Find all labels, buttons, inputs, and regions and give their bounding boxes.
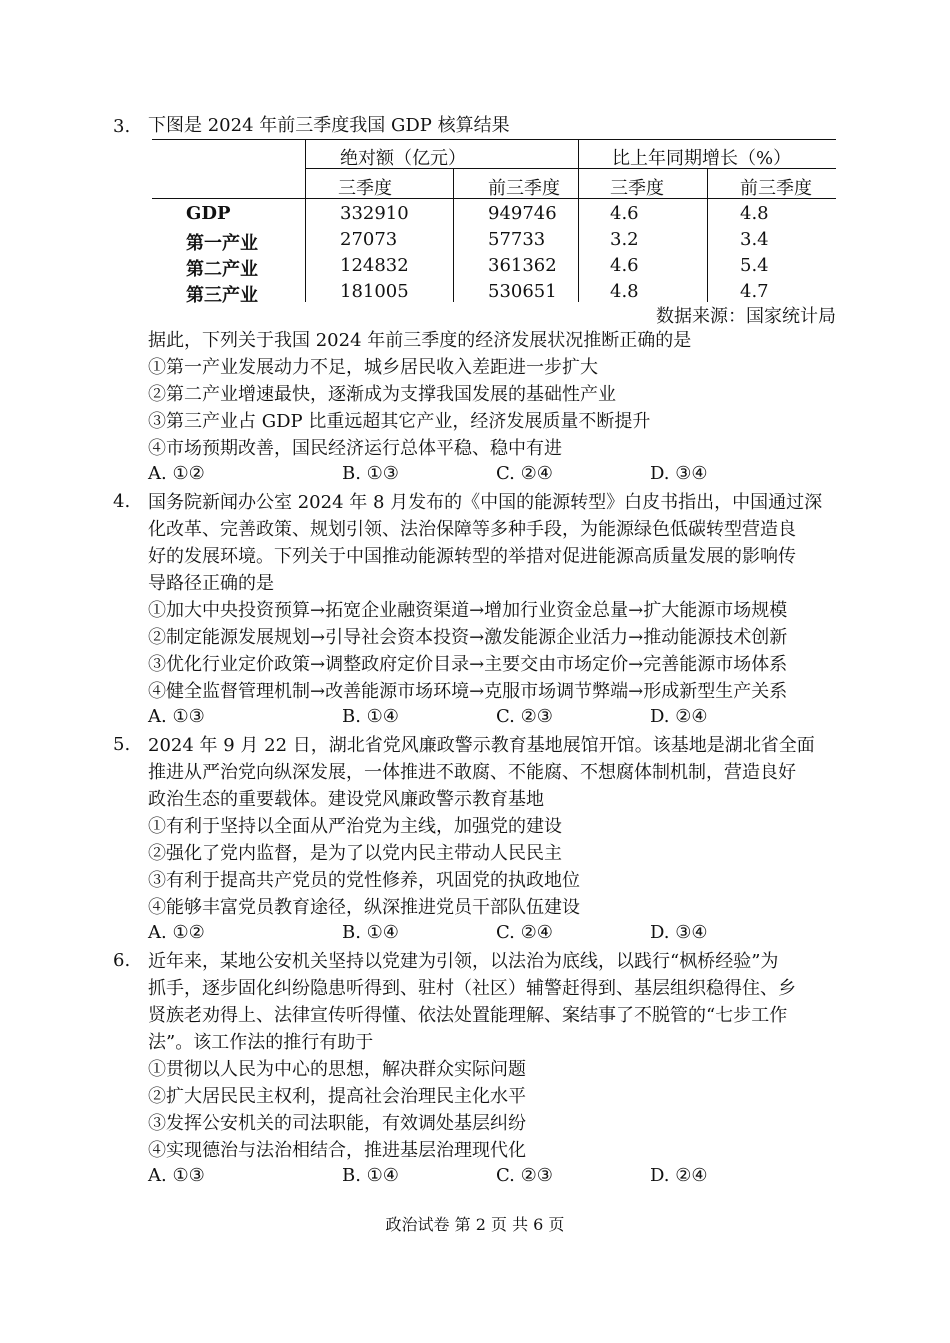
table-cell: 4.7 [740,281,769,302]
table-row-label: 第三产业 [186,285,258,306]
question-number: 6. [113,950,131,971]
column-header: 前三季度 [488,178,560,199]
table-cell: 530651 [488,281,557,302]
question-number: 5. [113,734,131,755]
statement: ①贯彻以人民为中心的思想，解决群众实际问题 [148,1059,526,1080]
table-cell: 27073 [340,229,398,250]
page-footer: 政治试卷 第 2 页 共 6 页 [385,1215,565,1234]
question-text-line: 好的发展环境。下列关于中国推动能源转型的举措对促进能源高质量发展的影响传 [148,546,796,567]
option-a[interactable]: A. ①③ [148,706,205,727]
statement: ①有利于坚持以全面从严治党为主线，加强党的建设 [148,816,562,837]
question-text-line: 导路径正确的是 [148,573,274,594]
table-cell: 181005 [340,281,409,302]
statement: ②扩大居民民主权利，提高社会治理民主化水平 [148,1086,526,1107]
column-group-header: 绝对额（亿元） [340,148,466,169]
statement: ④实现德治与法治相结合，推进基层治理现代化 [148,1140,526,1161]
question-number: 4. [113,491,131,512]
option-b[interactable]: B. ①④ [342,1165,399,1186]
table-row-label: GDP [186,203,231,224]
statement: ④市场预期改善，国民经济运行总体平稳、稳中有进 [148,438,562,459]
option-d[interactable]: D. ②④ [650,1165,708,1186]
statement: ③发挥公安机关的司法职能，有效调处基层纠纷 [148,1113,526,1134]
question-text-line: 法”。该工作法的推行有助于 [148,1032,374,1053]
table-rule-vertical [453,168,454,302]
question-text-line: 政治生态的重要载体。建设党风廉政警示教育基地 [148,789,544,810]
statement: ③第三产业占 GDP 比重远超其它产业，经济发展质量不断提升 [148,411,651,432]
table-row-label: 第一产业 [186,233,258,254]
option-a[interactable]: A. ①② [148,463,205,484]
table-cell: 361362 [488,255,557,276]
option-c[interactable]: C. ②③ [496,706,553,727]
table-cell: 5.4 [740,255,769,276]
statement: ④健全监督管理机制→改善能源市场环境→克服市场调节弊端→形成新型生产关系 [148,681,788,702]
statement: ①第一产业发展动力不足，城乡居民收入差距进一步扩大 [148,357,598,378]
statement: ②第二产业增速最快，逐渐成为支撑我国发展的基础性产业 [148,384,616,405]
statement: ①加大中央投资预算→拓宽企业融资渠道→增加行业资金总量→扩大能源市场规模 [148,600,788,621]
table-cell: 332910 [340,203,409,224]
question-text-line: 国务院新闻办公室 2024 年 8 月发布的《中国的能源转型》白皮书指出，中国通过深 [148,492,823,513]
option-c[interactable]: C. ②④ [496,922,553,943]
statement: ②强化了党内监督，是为了以党内民主带动人民民主 [148,843,562,864]
column-header: 三季度 [610,178,664,199]
option-b[interactable]: B. ①④ [342,706,399,727]
table-rule-vertical [578,139,579,302]
table-rule-vertical [305,139,306,302]
data-source: 数据来源：国家统计局 [656,306,836,327]
option-c[interactable]: C. ②④ [496,463,553,484]
table-cell: 3.2 [610,229,639,250]
question-text-line: 2024 年 9 月 22 日，湖北省党风廉政警示教育基地展馆开馆。该基地是湖北省全面 [148,735,815,756]
question-text-line: 近年来，某地公安机关坚持以党建为引领，以法治为底线，以践行“枫桥经验”为 [148,951,779,972]
statement: ②制定能源发展规划→引导社会资本投资→激发能源企业活力→推动能源技术创新 [148,627,788,648]
table-row-label: 第二产业 [186,259,258,280]
table-cell: 57733 [488,229,546,250]
option-b[interactable]: B. ①④ [342,922,399,943]
option-d[interactable]: D. ③④ [650,922,708,943]
question-stem: 据此，下列关于我国 2024 年前三季度的经济发展状况推断正确的是 [148,330,692,351]
option-a[interactable]: A. ①③ [148,1165,205,1186]
option-d[interactable]: D. ③④ [650,463,708,484]
question-title: 下图是 2024 年前三季度我国 GDP 核算结果 [148,115,510,136]
option-c[interactable]: C. ②③ [496,1165,553,1186]
question-text-line: 推进从严治党向纵深发展，一体推进不敢腐、不能腐、不想腐体制机制，营造良好 [148,762,796,783]
statement: ④能够丰富党员教育途径，纵深推进党员干部队伍建设 [148,897,580,918]
option-a[interactable]: A. ①② [148,922,205,943]
option-d[interactable]: D. ②④ [650,706,708,727]
question-number: 3. [113,116,131,137]
column-header: 前三季度 [740,178,812,199]
question-text-line: 化改革、完善政策、规划引领、法治保障等多种手段，为能源绿色低碳转型营造良 [148,519,796,540]
option-b[interactable]: B. ①③ [342,463,399,484]
table-rule-vertical [707,168,708,302]
table-cell: 4.6 [610,203,639,224]
statement: ③优化行业定价政策→调整政府定价目录→主要交由市场定价→完善能源市场体系 [148,654,788,675]
table-cell: 4.8 [740,203,769,224]
table-cell: 4.6 [610,255,639,276]
table-rule-top [152,139,836,140]
table-cell: 949746 [488,203,557,224]
table-cell: 124832 [340,255,409,276]
table-cell: 3.4 [740,229,769,250]
question-text-line: 贤族老劝得上、法律宣传听得懂、依法处置能理解、案结事了不脱管的“七步工作 [148,1005,788,1026]
question-text-line: 抓手，逐步固化纠纷隐患听得到、驻村（社区）辅警赶得到、基层组织稳得住、乡 [148,978,796,999]
column-header: 三季度 [338,178,392,199]
table-cell: 4.8 [610,281,639,302]
column-group-header: 比上年同期增长（%） [612,148,792,169]
statement: ③有利于提高共产党员的党性修养，巩固党的执政地位 [148,870,580,891]
